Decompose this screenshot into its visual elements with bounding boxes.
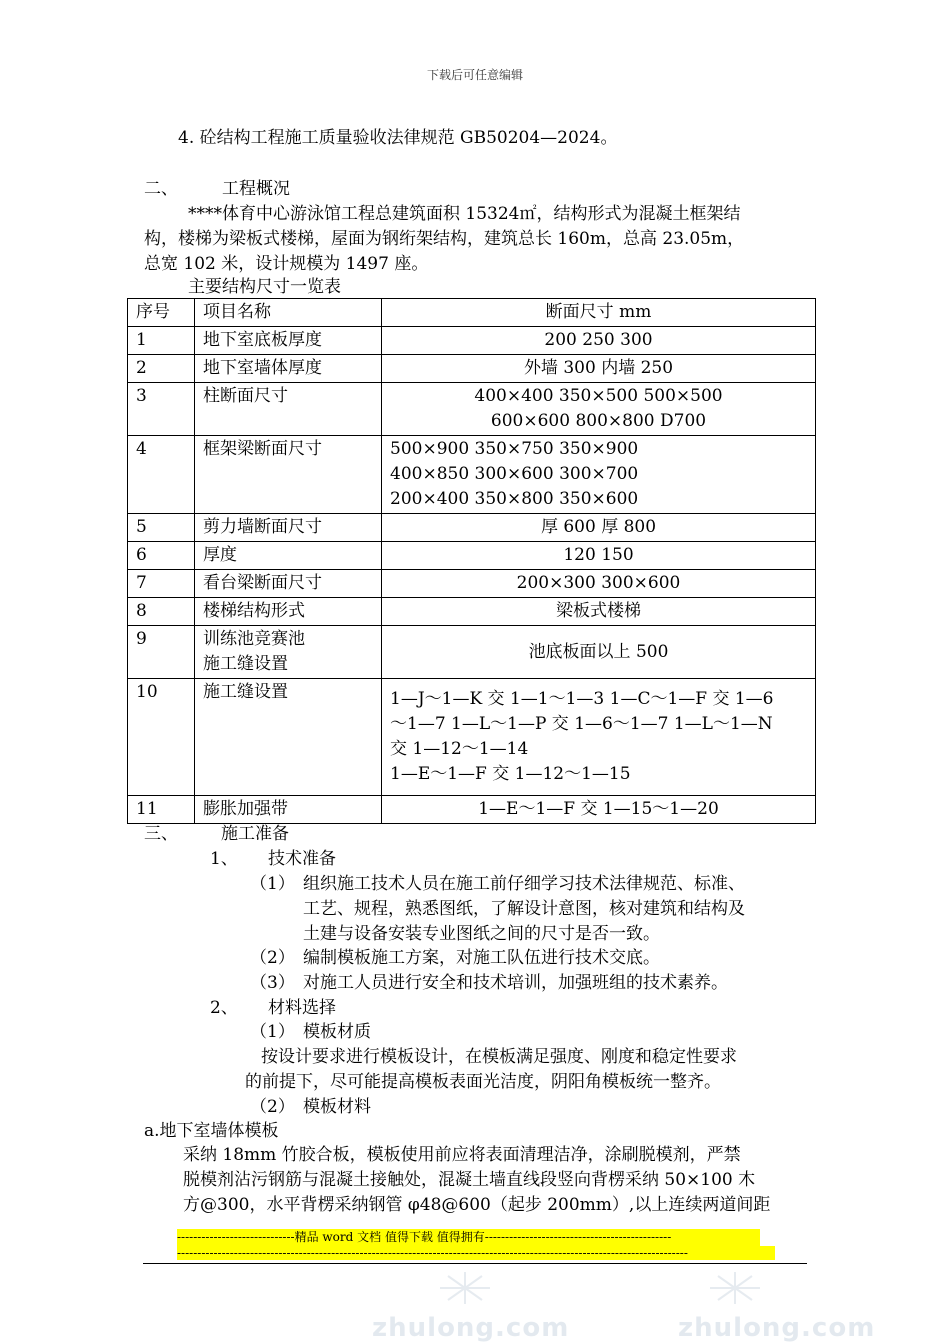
name-line: 训练池竞赛池 — [203, 629, 305, 649]
tech-1-line-3: 土建与设备安装专业图纸之间的尺寸是否一致。 — [303, 924, 660, 944]
table-row — [128, 383, 816, 436]
tech-2-text: 编制模板施工方案，对施工队伍进行技术交底。 — [303, 948, 660, 968]
mat-1-text-line-1: 按设计要求进行模板设计，在模板满足强度、刚度和稳定性要求 — [261, 1047, 737, 1067]
value-line: 500×900 350×750 350×900 — [390, 439, 639, 459]
row-name: 地下室墙体厚度 — [195, 355, 382, 383]
value-line: 400×850 300×600 300×700 — [390, 464, 639, 484]
row-no: 1 — [128, 327, 195, 355]
table-header-row — [128, 299, 816, 327]
row-no: 4 — [128, 436, 195, 514]
tech-1-line-2: 工艺、规程，熟悉图纸，了解设计意图，核对建筑和结构及 — [303, 899, 745, 919]
row-value: 120 150 — [382, 542, 816, 570]
section-2-title: 工程概况 — [222, 179, 290, 199]
sub-1-number: 1、 — [210, 849, 238, 869]
value-line: 交 1—12～1—14 — [390, 739, 529, 759]
row-no: 9 — [128, 626, 195, 679]
overview-line-2: 构，楼梯为梁板式楼梯，屋面为钢绗架结构，建筑总长 160m，总高 23.05m， — [144, 229, 745, 249]
tech-3-number: （3） — [250, 973, 295, 993]
value-line: 600×600 800×800 D700 — [490, 411, 707, 431]
row-name: 柱断面尺寸 — [195, 383, 382, 436]
table-row — [128, 514, 816, 542]
header-size: 断面尺寸 mm — [382, 299, 816, 327]
sub-2-title: 材料选择 — [268, 998, 336, 1018]
row-no: 5 — [128, 514, 195, 542]
table-row — [128, 598, 816, 626]
table-row — [128, 542, 816, 570]
row-value: 厚 600 厚 800 — [382, 514, 816, 542]
footer-banner-line-2: ------------------------------------------------------------------------------------------------------------------------------ — [177, 1246, 775, 1260]
row-no: 2 — [128, 355, 195, 383]
section-3-number: 三、 — [144, 824, 178, 844]
value-line: 1—E～1—F 交 1—12～1—15 — [390, 764, 631, 784]
value-line: 1—J～1—K 交 1—1～1—3 1—C～1—F 交 1—6 — [390, 689, 774, 709]
tech-1-number: （1） — [250, 874, 295, 894]
footer-banner-line-1: -----------------------------精品 word 文档 值得下载 值得拥有---------------------------------------------- — [177, 1229, 760, 1246]
row-no: 7 — [128, 570, 195, 598]
structure-size-table — [127, 298, 816, 824]
header-name: 项目名称 — [195, 299, 382, 327]
basement-line-3: 方@300，水平背楞采纳钢管 φ48@600（起步 200mm）,以上连续两道间距 — [183, 1195, 771, 1215]
value-line: 200×400 350×800 350×600 — [390, 489, 639, 509]
watermark-logo-icon — [690, 1268, 780, 1308]
row-value — [382, 436, 816, 514]
row-name: 楼梯结构形式 — [195, 598, 382, 626]
row-value: 200×300 300×600 — [382, 570, 816, 598]
row-value: 梁板式楼梯 — [382, 598, 816, 626]
name-line: 施工缝设置 — [203, 654, 288, 674]
mat-2-title: 模板材料 — [303, 1097, 371, 1117]
basement-line-2: 脱模剂沾污钢筋与混凝土接触处，混凝土墙直线段竖向背楞采纳 50×100 木 — [183, 1170, 756, 1190]
value-line: 400×400 350×500 500×500 — [474, 386, 723, 406]
tech-2-number: （2） — [250, 948, 295, 968]
row-name: 剪力墙断面尺寸 — [195, 514, 382, 542]
table-row — [128, 626, 816, 679]
sub-2-number: 2、 — [210, 998, 238, 1018]
row-value: 1—E～1—F 交 1—15～1—20 — [382, 796, 816, 824]
mat-2-number: （2） — [250, 1097, 295, 1117]
row-name: 膨胀加强带 — [195, 796, 382, 824]
basement-wall-title: a.地下室墙体模板 — [144, 1121, 279, 1141]
table-row — [128, 679, 816, 796]
value-line: ～1—7 1—L～1—P 交 1—6～1—7 1—L～1—N — [390, 714, 773, 734]
mat-1-text-line-2: 的前提下，尽可能提高模板表面光洁度，阴阳角模板统一整齐。 — [245, 1072, 721, 1092]
table-title: 主要结构尺寸一览表 — [188, 277, 341, 297]
footer-rule — [143, 1263, 807, 1264]
row-value — [382, 679, 816, 796]
table-row — [128, 570, 816, 598]
row-name: 施工缝设置 — [195, 679, 382, 796]
row-name: 厚度 — [195, 542, 382, 570]
basement-line-1: 采纳 18mm 竹胶合板，模板使用前应将表面清理洁净，涂刷脱模剂，严禁 — [183, 1145, 741, 1165]
row-name — [195, 626, 382, 679]
row-no: 3 — [128, 383, 195, 436]
row-name: 框架梁断面尺寸 — [195, 436, 382, 514]
table-row — [128, 796, 816, 824]
watermark-logo-icon — [420, 1268, 510, 1308]
page-header: 下载后可任意编辑 — [426, 68, 523, 82]
table-row — [128, 327, 816, 355]
tech-1-line-1: 组织施工技术人员在施工前仔细学习技术法律规范、标准、 — [303, 874, 745, 894]
mat-1-title: 模板材质 — [303, 1022, 371, 1042]
tech-3-text: 对施工人员进行安全和技术培训，加强班组的技术素养。 — [303, 973, 728, 993]
overview-line-3: 总宽 102 米，设计规模为 1497 座。 — [144, 254, 429, 274]
row-no: 11 — [128, 796, 195, 824]
row-value: 外墙 300 内墙 250 — [382, 355, 816, 383]
table-row — [128, 436, 816, 514]
sub-1-title: 技术准备 — [268, 849, 336, 869]
section-2-number: 二、 — [144, 179, 178, 199]
row-value — [382, 383, 816, 436]
row-no: 10 — [128, 679, 195, 796]
table-row — [128, 355, 816, 383]
overview-line-1: ****体育中心游泳馆工程总建筑面积 15324㎡，结构形式为混凝土框架结 — [188, 204, 741, 224]
row-no: 6 — [128, 542, 195, 570]
mat-1-number: （1） — [250, 1022, 295, 1042]
row-name: 看台梁断面尺寸 — [195, 570, 382, 598]
row-value: 池底板面以上 500 — [382, 626, 816, 679]
section-3-title: 施工准备 — [221, 824, 289, 844]
row-name: 地下室底板厚度 — [195, 327, 382, 355]
item-4: 4. 砼结构工程施工质量验收法律规范 GB50204—2024。 — [178, 128, 618, 148]
row-no: 8 — [128, 598, 195, 626]
watermark-text: zhulong.com — [372, 1313, 570, 1343]
watermark-text: zhulong.com — [678, 1313, 876, 1343]
row-value: 200 250 300 — [382, 327, 816, 355]
header-no: 序号 — [128, 299, 195, 327]
